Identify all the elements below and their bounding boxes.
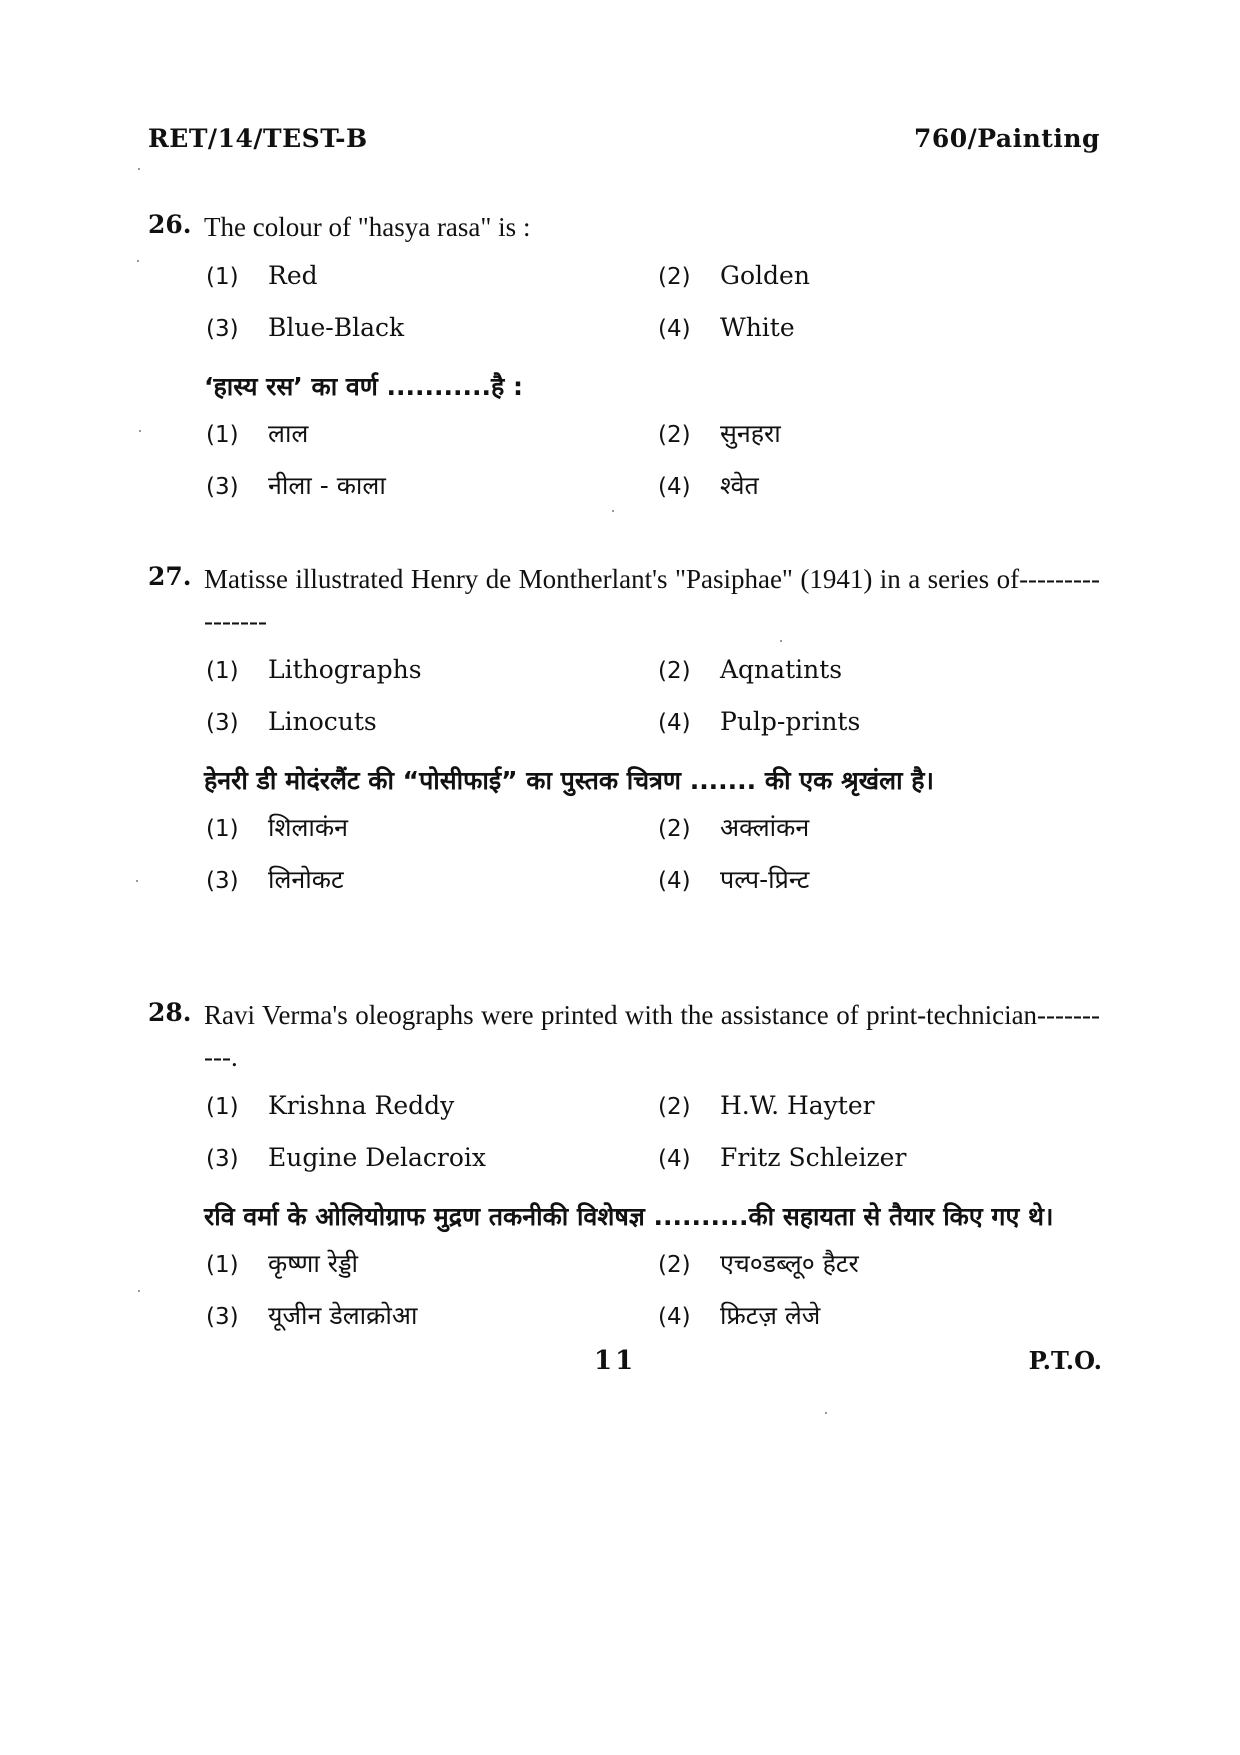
question-text-hi: रवि वर्मा के ओलियोग्राफ मुद्रण तकनीकी विशेषज्ञ ..........की सहायता से तैयार किए गए थे। bbox=[204, 1202, 1054, 1231]
question-text-hi: हेनरी डी मोदंरलैंट की “पोसीफाई” का पुस्तक चित्रण ....... की एक श्रृखंला है। bbox=[204, 766, 935, 795]
option-2: (2) Golden bbox=[658, 261, 810, 290]
options-hi bbox=[206, 414, 1100, 518]
option-4-hi: (4) श्वेत bbox=[658, 471, 759, 500]
scan-speck bbox=[136, 880, 138, 882]
question-text-hi: ‘हास्य रस’ का वर्ण ...........है : bbox=[204, 372, 524, 401]
option-1-hi: (1) लाल bbox=[206, 419, 309, 448]
question-26 bbox=[148, 206, 1100, 518]
options-hi bbox=[206, 808, 1100, 912]
option-2: (2) Aqnatints bbox=[658, 655, 843, 684]
subject-code: 760/Painting bbox=[913, 124, 1100, 153]
option-1: (1) Lithographs bbox=[206, 655, 422, 684]
question-text-en: Ravi Verma's oleographs were printed with the assistance of print-technician----------. bbox=[204, 1000, 1100, 1072]
option-4: (4) White bbox=[658, 313, 795, 342]
option-2: (2) H.W. Hayter bbox=[658, 1091, 875, 1120]
options-en bbox=[206, 256, 1100, 360]
question-text-en: The colour of "hasya rasa" is : bbox=[204, 212, 531, 242]
please-turn-over: P.T.O. bbox=[1028, 1346, 1102, 1375]
option-2-hi: (2) अक्लांकन bbox=[658, 813, 810, 842]
question-number: 26. bbox=[148, 210, 192, 239]
question-28 bbox=[148, 994, 1100, 1348]
option-1: (1) Krishna Reddy bbox=[206, 1091, 455, 1120]
question-number: 27. bbox=[148, 562, 192, 591]
scan-speck bbox=[780, 640, 782, 642]
question-number: 28. bbox=[148, 998, 192, 1027]
option-3-hi: (3) लिनोकट bbox=[206, 865, 344, 894]
option-1-hi: (1) शिलाकंन bbox=[206, 813, 348, 842]
question-27 bbox=[148, 558, 1100, 912]
option-4: (4) Pulp-prints bbox=[658, 707, 861, 736]
option-3: (3) Blue-Black bbox=[206, 313, 405, 342]
scan-speck bbox=[825, 1412, 827, 1414]
page-number: 11 bbox=[594, 1346, 637, 1376]
options-en bbox=[206, 1086, 1100, 1190]
paper-code: RET/14/TEST-B bbox=[148, 124, 368, 153]
option-4-hi: (4) पल्प-प्रिन्ट bbox=[658, 865, 810, 894]
option-3-hi: (3) यूजीन डेलाक्रोआ bbox=[206, 1301, 418, 1330]
option-4: (4) Fritz Schleizer bbox=[658, 1143, 907, 1172]
option-1: (1) Red bbox=[206, 261, 318, 290]
option-3: (3) Eugine Delacroix bbox=[206, 1143, 487, 1172]
option-1-hi: (1) कृष्णा रेड्डी bbox=[206, 1249, 358, 1278]
option-4-hi: (4) फ्रिटज़ लेजे bbox=[658, 1301, 821, 1330]
options-en bbox=[206, 650, 1100, 754]
scan-speck bbox=[138, 168, 140, 170]
scan-speck bbox=[612, 510, 614, 512]
scan-speck bbox=[138, 1290, 140, 1292]
option-3-hi: (3) नीला - काला bbox=[206, 471, 386, 500]
question-text-en: Matisse illustrated Henry de Montherlant's "Pasiphae" (1941) in a series of---------------- bbox=[204, 564, 1100, 636]
option-3: (3) Linocuts bbox=[206, 707, 377, 736]
scan-speck bbox=[139, 430, 141, 432]
option-2-hi: (2) सुनहरा bbox=[658, 419, 781, 448]
option-2-hi: (2) एच०डब्लू० हैटर bbox=[658, 1249, 859, 1278]
scan-speck bbox=[137, 260, 139, 262]
options-hi bbox=[206, 1244, 1100, 1348]
